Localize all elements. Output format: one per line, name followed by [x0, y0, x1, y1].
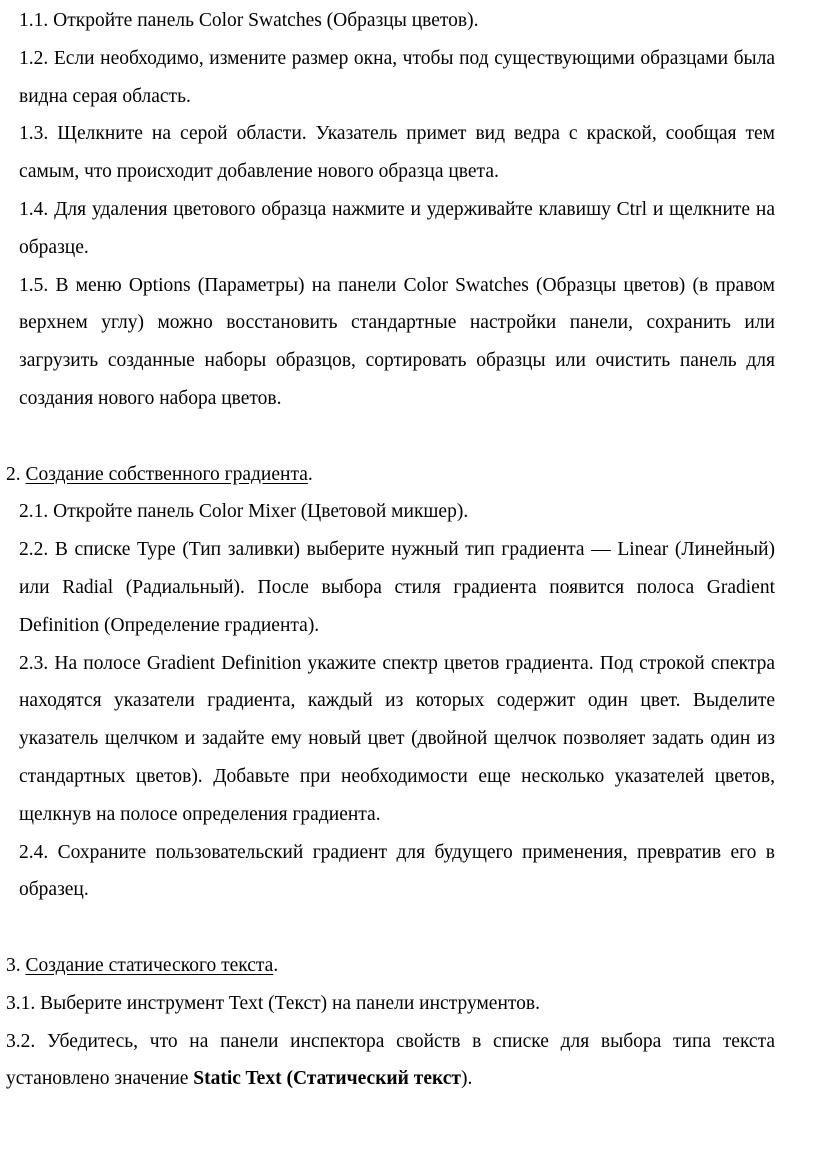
section-heading-3 [6, 947, 816, 985]
item-number: 3.2. [6, 1030, 36, 1052]
list-item-1-3 [19, 115, 775, 191]
section-heading-2 [6, 456, 816, 494]
bold-term: Static Text [193, 1068, 282, 1090]
list-item-1-2 [19, 40, 775, 116]
item-text: Если необходимо, измените размер окна, чтобы под существующими образцами была видна серая область. [19, 47, 776, 107]
item-text: На полосе Gradient Definition укажите спектр цветов градиента. Под строкой спектра находятся указатели градиента, каждый из которых содержит один цвет. Выделите указатель щелчком и задайте ему новый цвет (двойной щелчок позволяет задать один из стандартных цветов). Добавьте при необходимости еще несколько указателей цветов, щелкнув на полосе определения градиента. [19, 652, 775, 825]
item-text: Убедитесь, что на панели инспектора свойств в списке для выбора типа текста установлено значение [6, 1030, 776, 1090]
heading-title: Создание статического текста [25, 954, 274, 976]
item-text: В меню Options (Параметры) на панели Color Swatches (Образцы цветов) (в правом верхнем углу) можно восстановить стандартные настройки панели, сохранить или загрузить созданные наборы образцов, сортировать образцы или очистить панель для создания нового набора цветов. [19, 274, 775, 409]
item-number: 1.1. [19, 10, 49, 31]
item-text: Откройте панель Color Swatches (Образцы цветов). [53, 10, 479, 31]
heading-number: 2. [6, 463, 21, 485]
item-number: 3.1. [6, 992, 36, 1014]
item-text: Сохраните пользовательский градиент для будущего применения, превратив его в образец. [19, 841, 775, 901]
list-item-1-4 [19, 191, 775, 267]
item-text: Щелкните на серой области. Указатель примет вид ведра с краской, сообщая тем самым, что происходит добавление нового образца цвета. [19, 123, 776, 183]
heading-period: . [307, 463, 313, 485]
bold-term-translation: Статический текст [292, 1068, 461, 1090]
list-item-3-1 [6, 985, 775, 1023]
item-text: В списке Type (Тип заливки) выберите нужный тип градиента — Linear (Линейный) или Radial (Радиальный). После выбора стиля градиента появится полоса Gradient Definition (Определение градиента). [19, 539, 776, 636]
spacer [0, 909, 816, 947]
item-text: Для удаления цветового образца нажмите и удерживайте клавишу Ctrl и щелкните на образце. [19, 198, 775, 258]
list-item-3-2 [6, 1023, 775, 1099]
item-number: 1.4. [19, 198, 49, 220]
item-text: Выберите инструмент Text (Текст) на панели инструментов. [40, 992, 540, 1014]
heading-period: . [273, 954, 279, 976]
item-number: 1.5. [19, 274, 49, 296]
item-text: Откройте панель Color Mixer (Цветовой микшер). [53, 501, 469, 523]
heading-number: 3. [6, 954, 21, 976]
item-number: 1.2. [19, 47, 49, 69]
list-item-2-3 [19, 645, 775, 834]
item-end: ). [461, 1068, 473, 1090]
item-number: 2.4. [19, 841, 49, 863]
list-item-2-2 [19, 531, 775, 644]
item-number: 1.3. [19, 123, 49, 145]
list-item-2-1 [19, 493, 775, 531]
list-item-2-4 [19, 834, 775, 910]
bold-paren: ( [281, 1068, 293, 1090]
item-number: 2.3. [19, 652, 49, 674]
item-number: 2.1. [19, 501, 49, 523]
list-item-1-5 [19, 267, 775, 418]
item-number: 2.2. [19, 539, 49, 561]
spacer [0, 418, 816, 456]
document-page [0, 2, 816, 1098]
heading-title: Создание собственного градиента [25, 463, 308, 485]
list-item-1-1 [19, 2, 775, 40]
